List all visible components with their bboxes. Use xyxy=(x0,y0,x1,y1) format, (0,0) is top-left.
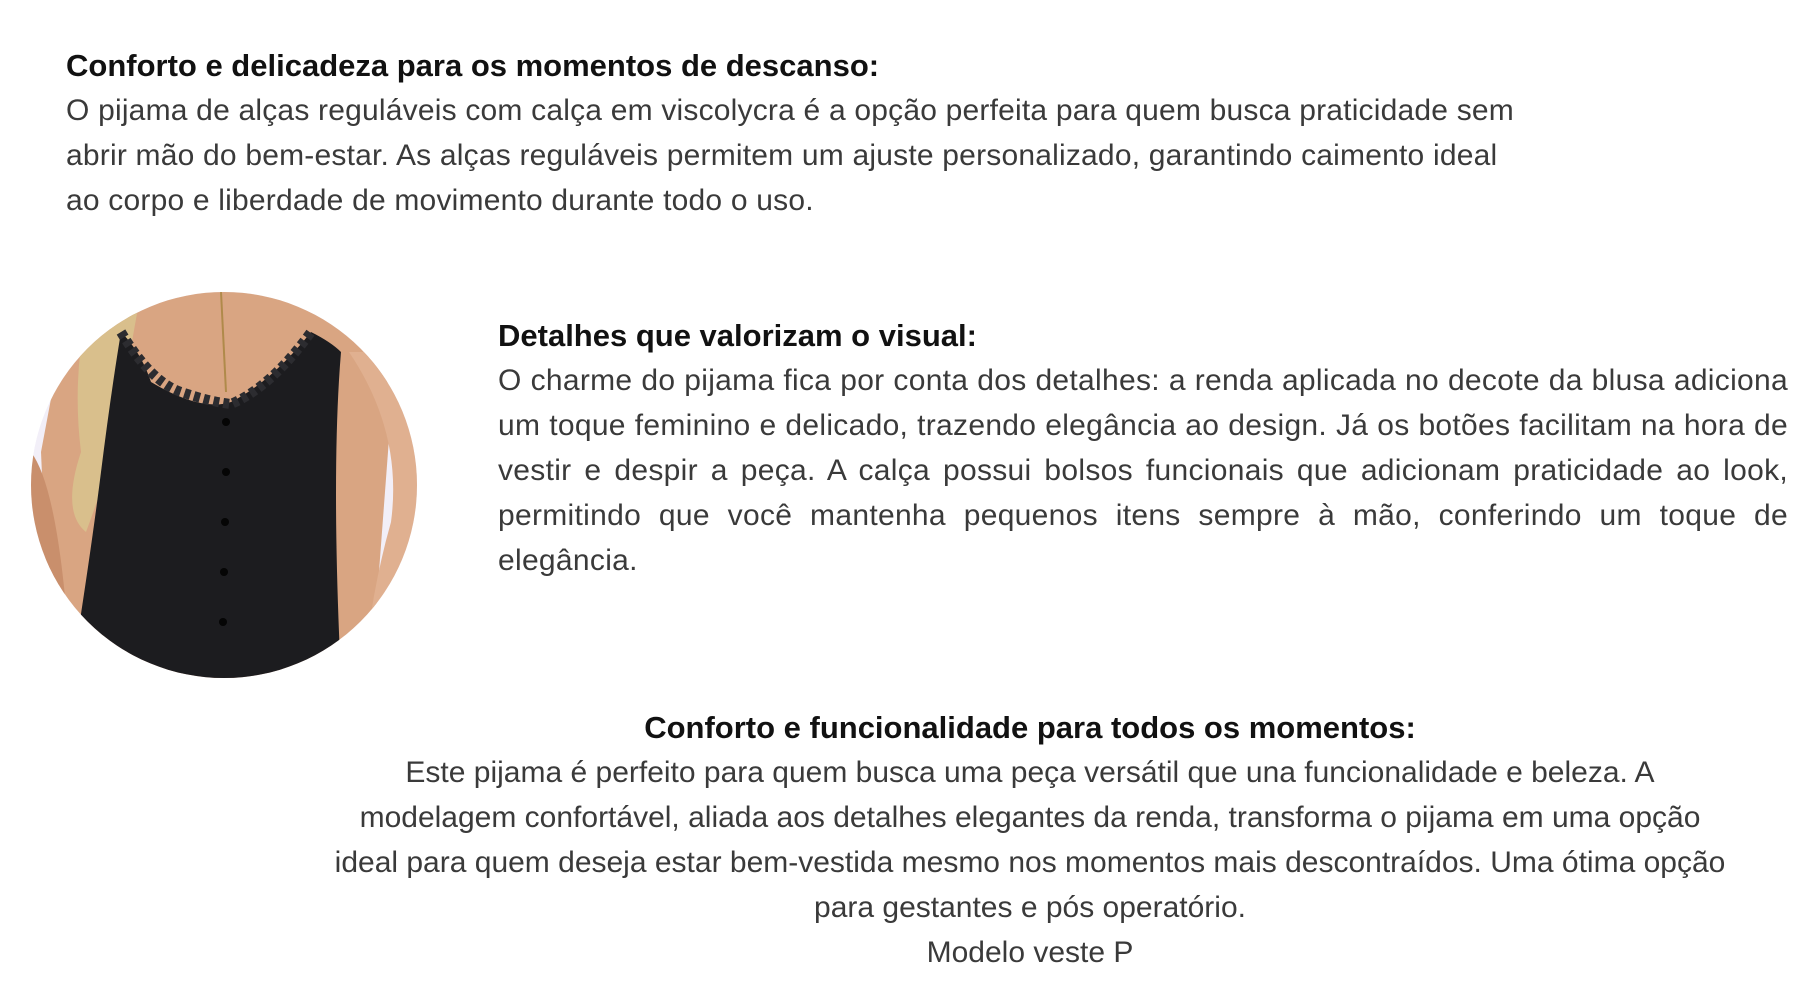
intro-paragraph xyxy=(66,88,1706,223)
model-size-note: Modelo veste P xyxy=(926,936,1134,969)
intro-line: abrir mão do bem-estar. As alças reguláveis permitem um ajuste personalizado, garantindo caimento ideal xyxy=(66,139,1498,172)
comfort-line: modelagem confortável, aliada aos detalhes elegantes da renda, transforma o pijama em uma opção xyxy=(359,801,1701,834)
comfort-line: ideal para quem deseja estar bem-vestida mesmo nos momentos mais descontraídos. Uma ótima opção xyxy=(334,846,1726,879)
comfort-paragraph xyxy=(215,750,1800,975)
intro-line: ao corpo e liberdade de movimento durante todo o uso. xyxy=(66,184,814,217)
comfort-section xyxy=(215,706,1800,975)
comfort-line: Este pijama é perfeito para quem busca uma peça versátil que una funcionalidade e beleza. A xyxy=(405,756,1655,789)
product-photo xyxy=(31,292,417,678)
intro-line: O pijama de alças reguláveis com calça em viscolycra é a opção perfeita para quem busca praticidade sem xyxy=(66,94,1514,127)
details-paragraph: O charme do pijama fica por conta dos detalhes: a renda aplicada no decote da blusa adiciona um toque feminino e delicado, trazendo elegância ao design. Já os botões facilitam na hora de vestir e despir a peça. A calça possui bolsos funcionais que adicionam praticidade ao look, permitindo que você mantenha pequenos itens sempre à mão, conferindo um toque de elegância. xyxy=(498,364,1788,577)
comfort-line: para gestantes e pós operatório. xyxy=(814,891,1246,924)
details-heading: Detalhes que valorizam o visual: xyxy=(498,318,977,353)
intro-heading: Conforto e delicadeza para os momentos de descanso: xyxy=(66,48,880,83)
comfort-heading: Conforto e funcionalidade para todos os momentos: xyxy=(644,710,1416,745)
product-photo-illustration xyxy=(31,292,417,678)
intro-section xyxy=(66,44,1706,223)
details-section xyxy=(498,314,1788,583)
